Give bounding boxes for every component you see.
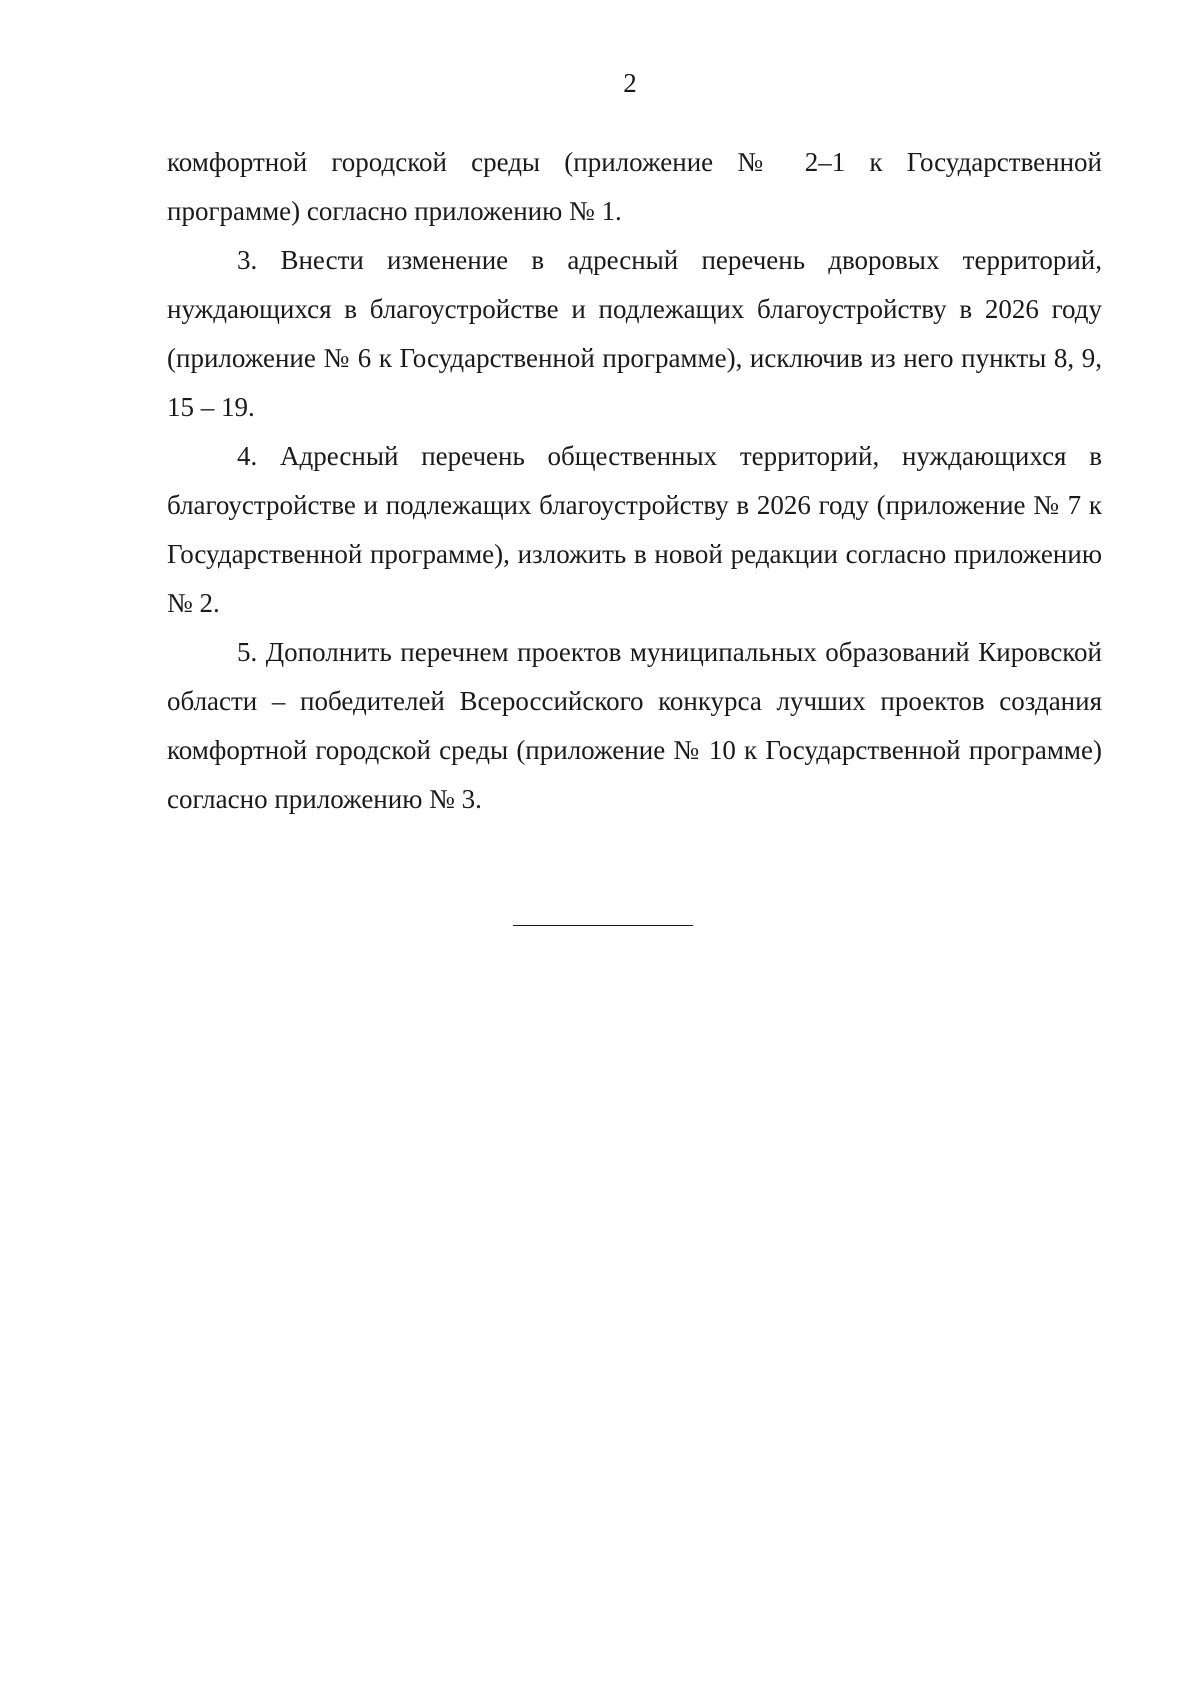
document-body xyxy=(167,138,1102,824)
paragraph-item-4: 4. Адресный перечень общественных территорий, нуждающихся в благоустройстве и подлежащих благоустройству в 2026 году (приложение № 7 к Государственной программе), изложить в новой редакции согласно приложению № 2. xyxy=(167,441,1102,618)
paragraph-continuation: комфортной городской среды (приложение № 2–1 к Государственной программе) согласно приложению № 1. xyxy=(167,147,1102,226)
paragraph-item-5: 5. Дополнить перечнем проектов муниципальных образований Кировской области – победителей Всероссийского конкурса лучших проектов создания комфортной городской среды (приложение № 10 к Государственной программе) согласно приложению № 3. xyxy=(167,637,1102,814)
paragraph-item-3: 3. Внести изменение в адресный перечень дворовых территорий, нуждающихся в благоустройстве и подлежащих благоустройству в 2026 году (приложение № 6 к Государственной программе), исключив из него пункты 8, 9, 15 – 19. xyxy=(167,245,1102,422)
end-of-text-divider xyxy=(513,925,693,926)
page-number: 2 xyxy=(623,68,637,98)
